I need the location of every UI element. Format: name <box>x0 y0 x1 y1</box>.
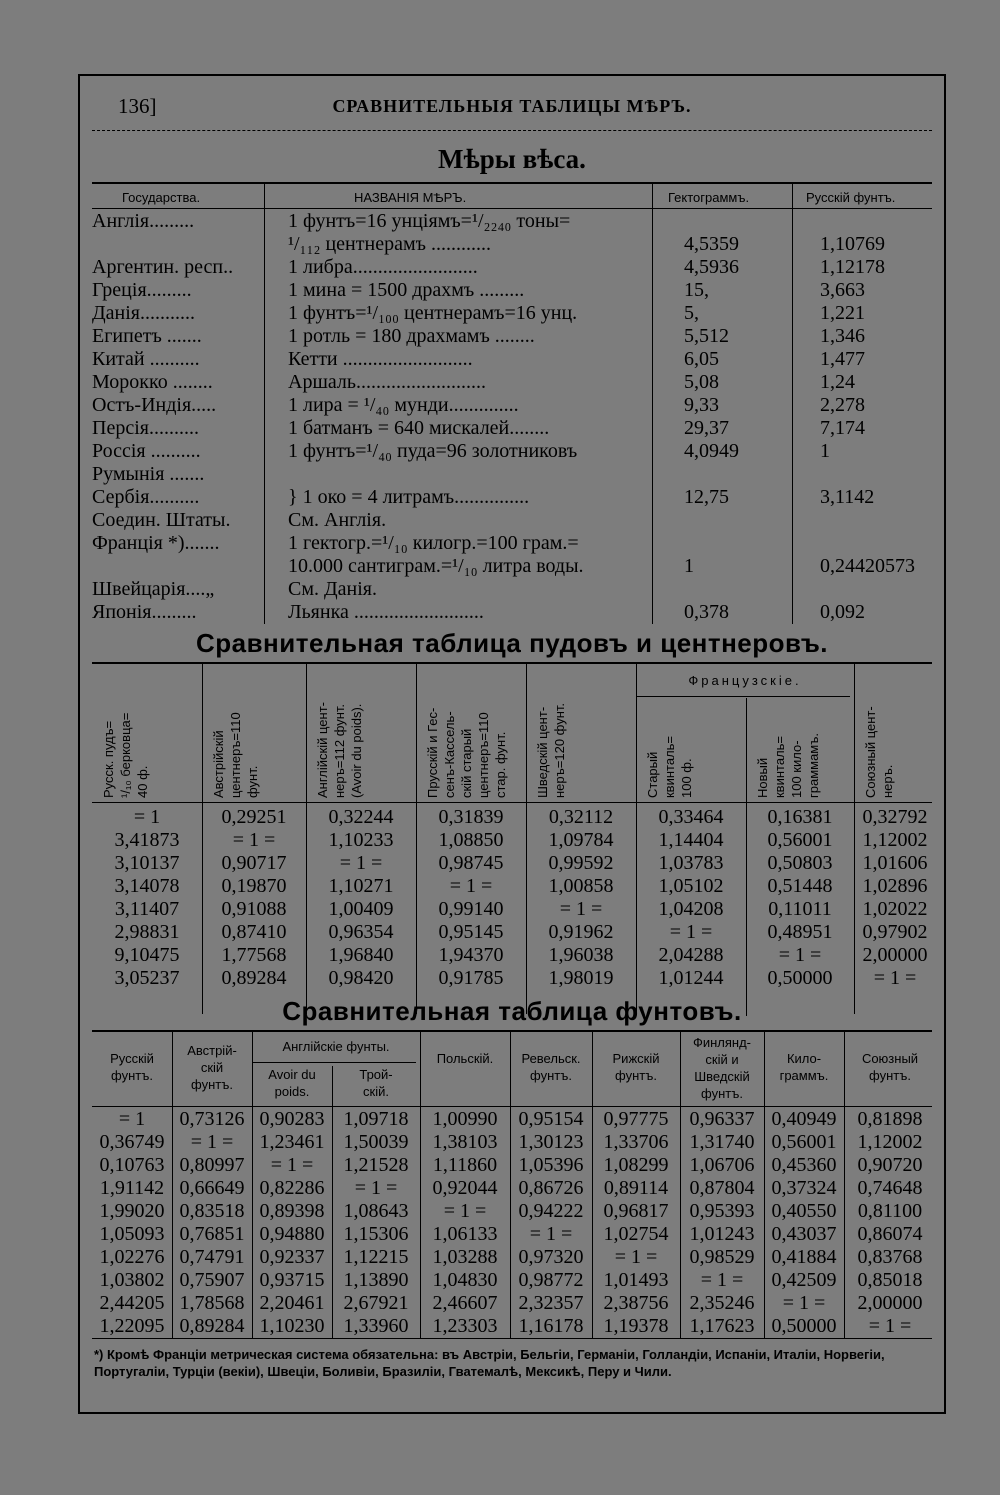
pounds-cell: 0,97775 <box>603 1108 669 1130</box>
pounds-cell: 0,98529 <box>689 1246 755 1268</box>
pounds-cell: 1,00990 <box>432 1108 498 1130</box>
pounds-cell: 0,82286 <box>259 1177 325 1199</box>
puds-cell: 3,14078 <box>114 875 180 897</box>
pounds-cell: 0,83768 <box>857 1246 923 1268</box>
country-cell: Соедин. Штаты. <box>92 509 231 531</box>
weights-row <box>92 555 932 578</box>
puds-cell: 1,94370 <box>438 944 504 966</box>
puds-col-header: Англійскій цент- неръ=112 фунт. (Avoir du poids). <box>315 702 364 798</box>
russian-pound-cell: 1,12178 <box>820 256 885 278</box>
pounds-cell: 1,78568 <box>179 1292 245 1314</box>
russian-pound-cell: 1,346 <box>820 325 865 347</box>
pounds-cell: 0,85018 <box>857 1269 923 1291</box>
puds-cell: 0,32112 <box>548 806 614 828</box>
pounds-cell: 1,31740 <box>689 1131 755 1153</box>
pounds-cell: 0,80997 <box>179 1154 245 1176</box>
measure-cell: 1 батманъ = 640 мискалей........ <box>288 417 550 439</box>
pounds-cell: = 1 = <box>270 1154 314 1176</box>
pounds-cell: 0,81100 <box>857 1200 923 1222</box>
pounds-cell: 0,37324 <box>771 1177 837 1199</box>
weights-row <box>92 210 932 233</box>
pounds-cell: 1,01243 <box>689 1223 755 1245</box>
puds-cell: 0,90717 <box>221 852 287 874</box>
pounds-cell: 0,41884 <box>771 1246 837 1268</box>
puds-col-header: Прусскій и Гес- сенъ-Кассель- скій старый центнеръ=110 стар. фунт. <box>425 707 508 798</box>
pounds-cell: 0,83518 <box>179 1200 245 1222</box>
puds-cell: 0,95145 <box>438 921 504 943</box>
pounds-cell: 0,40550 <box>771 1200 837 1222</box>
puds-cell: = 1 = <box>232 829 276 851</box>
country-cell: Англія......... <box>92 210 195 232</box>
country-cell: Персія.......... <box>92 417 199 439</box>
hectogram-cell: 4,5359 <box>684 233 739 255</box>
puds-cell: 0,96354 <box>328 921 394 943</box>
puds-cell: 0,19870 <box>221 875 287 897</box>
pounds-cell: 1,02754 <box>603 1223 669 1245</box>
pounds-cell: 1,01493 <box>603 1269 669 1291</box>
hectogram-cell: 5, <box>684 302 699 324</box>
puds-cell: 0,51448 <box>767 875 833 897</box>
country-cell: Китай .......... <box>92 348 200 370</box>
puds-col-header: Русск. пудъ= ¹/₁₀ берковца= 40 ф. <box>101 712 150 798</box>
puds-cell: 1,10271 <box>328 875 394 897</box>
measure-cell: См. Англія. <box>288 509 387 531</box>
hectogram-cell: 12,75 <box>684 486 729 508</box>
measure-cell: Аршаль.......................... <box>288 371 486 393</box>
pounds-cell: 0,93715 <box>259 1269 325 1291</box>
pounds-cell: 1,08643 <box>343 1200 409 1222</box>
puds-cell: 1,98019 <box>548 967 614 989</box>
puds-cell: 1,77568 <box>221 944 287 966</box>
weights-row <box>92 578 932 601</box>
weights-row <box>92 509 932 532</box>
footnote: *) Кромѣ Франціи метрическая система обязательна: въ Австріи, Бельгіи, Германіи, Голландіи, Испаніи, Италіи, Норвегіи, Португаліи, Турціи (векіи), Швеціи, Боливіи, Бразиліи, Гватемалѣ, Мексикѣ, Перу и Чили. <box>94 1347 885 1379</box>
pounds-col-header: Кило- граммъ. <box>779 1051 829 1083</box>
pounds-cell: 1,02276 <box>99 1246 165 1268</box>
puds-cell: 0,98745 <box>438 852 504 874</box>
puds-cell: 0,32792 <box>862 806 928 828</box>
puds-header-rule <box>92 802 932 803</box>
puds-cell: 1,03783 <box>658 852 724 874</box>
russian-pound-cell: 1,477 <box>820 348 865 370</box>
measure-cell: ¹/₁₁₂ центнерамъ ............ <box>288 233 491 255</box>
measure-cell: } 1 око = 4 литрамъ............... <box>288 486 530 508</box>
puds-cell: 0,91785 <box>438 967 504 989</box>
puds-cell: 1,96038 <box>548 944 614 966</box>
page-number: 136] <box>118 94 157 118</box>
puds-cell: 1,01606 <box>862 852 928 874</box>
country-cell: Египетъ ....... <box>92 325 202 347</box>
weights-row <box>92 394 932 417</box>
puds-cell: 9,10475 <box>114 944 180 966</box>
pounds-cell: 1,91142 <box>99 1177 165 1199</box>
puds-cell: 0,99592 <box>548 852 614 874</box>
puds-cell: 0,87410 <box>221 921 287 943</box>
puds-cell: 3,11407 <box>114 898 180 920</box>
pounds-cell: 1,03802 <box>99 1269 165 1291</box>
weights-row <box>92 256 932 279</box>
pounds-cell: 0,98772 <box>518 1269 584 1291</box>
pounds-cell: = 1 = <box>190 1131 234 1153</box>
measure-cell: Льянка .......................... <box>288 601 484 623</box>
puds-cell: 3,05237 <box>114 967 180 989</box>
puds-cell: 0,99140 <box>438 898 504 920</box>
english-group-rule <box>252 1062 416 1063</box>
hectogram-cell: 6,05 <box>684 348 719 370</box>
russian-pound-cell: 1,221 <box>820 302 865 324</box>
puds-col-header: Австрійскій центнеръ=110 фунт. <box>211 712 260 798</box>
pounds-col-header: Ревельск. фунтъ. <box>521 1051 581 1083</box>
weights-table-header <box>92 186 932 208</box>
puds-cell: 0,97902 <box>862 921 928 943</box>
measure-cell: 1 либра......................... <box>288 256 478 278</box>
pounds-cell: 0,56001 <box>771 1131 837 1153</box>
pounds-group-header-english: Англійскіе фунты. <box>282 1039 390 1054</box>
russian-pound-cell: 0,24420573 <box>820 555 915 577</box>
country-cell: Остъ-Индія..... <box>92 394 217 416</box>
pounds-header-rule <box>92 1106 932 1107</box>
pounds-cell: 1,06706 <box>689 1154 755 1176</box>
hectogram-cell: 4,0949 <box>684 440 739 462</box>
russian-pound-cell: 3,663 <box>820 279 865 301</box>
pounds-cell: 1,12215 <box>343 1246 409 1268</box>
pounds-cell: 1,17623 <box>689 1315 755 1337</box>
pounds-cell: 1,05396 <box>518 1154 584 1176</box>
measure-cell: 1 фунтъ=16 унціямъ=¹/₂₂₄₀ тоны= <box>288 210 571 232</box>
weights-header-rule <box>92 208 932 209</box>
pounds-cell: 0,45360 <box>771 1154 837 1176</box>
measure-cell: 1 лира = ¹/₄₀ мунди.............. <box>288 394 519 416</box>
pounds-col-header: Avoir du poids. <box>268 1067 316 1099</box>
pounds-cell: 0,94222 <box>518 1200 584 1222</box>
hectogram-cell: 29,37 <box>684 417 729 439</box>
country-cell: Франція *)....... <box>92 532 220 554</box>
pounds-cell: 0,87804 <box>689 1177 755 1199</box>
weights-row <box>92 233 932 256</box>
hectogram-cell: 0,378 <box>684 601 729 623</box>
pounds-col-header: Союзный фунтъ. <box>861 1051 919 1083</box>
puds-cell: 1,12002 <box>862 829 928 851</box>
pounds-cell: 0,96337 <box>689 1108 755 1130</box>
puds-cell: 1,01244 <box>658 967 724 989</box>
pounds-cell: 0,43037 <box>771 1223 837 1245</box>
puds-cell: 0,50803 <box>767 852 833 874</box>
weights-row <box>92 325 932 348</box>
weights-row <box>92 486 932 509</box>
pounds-cell: 1,30123 <box>518 1131 584 1153</box>
puds-cell: = 1 = <box>339 852 383 874</box>
pounds-cell: = 1 = <box>614 1246 658 1268</box>
hectogram-cell: 15, <box>684 279 709 301</box>
pounds-cell: 0,95154 <box>518 1108 584 1130</box>
weights-row <box>92 371 932 394</box>
pounds-cell: 1,33960 <box>343 1315 409 1337</box>
pounds-cell: 1,16178 <box>518 1315 584 1337</box>
puds-cell: 3,10137 <box>114 852 180 874</box>
puds-cell: = 1 <box>133 806 161 828</box>
pounds-cell: = 1 = <box>782 1292 826 1314</box>
puds-cell: = 1 = <box>559 898 603 920</box>
pounds-col-header: Рижскій фунтъ. <box>612 1051 660 1083</box>
country-cell: Сербія.......... <box>92 486 200 508</box>
pounds-cell: 0,74791 <box>179 1246 245 1268</box>
pounds-cell: 0,89398 <box>259 1200 325 1222</box>
pounds-cell: 1,99020 <box>99 1200 165 1222</box>
puds-cell: 1,02022 <box>862 898 928 920</box>
french-group-rule <box>636 696 850 697</box>
puds-cell: 0,91088 <box>221 898 287 920</box>
puds-cell: 2,00000 <box>862 944 928 966</box>
col-header-measure-names: НАЗВАНІЯ МѢРЪ. <box>354 190 467 205</box>
puds-col-header: Шведскій цент- неръ=120 фунт. <box>535 702 567 798</box>
country-cell: Морокко ........ <box>92 371 213 393</box>
puds-cell: 0,33464 <box>658 806 724 828</box>
pounds-cell: = 1 = <box>354 1177 398 1199</box>
measure-cell: См. Данія. <box>288 578 377 600</box>
puds-cell: 0,48951 <box>767 921 833 943</box>
puds-cell: 1,08850 <box>438 829 504 851</box>
country-cell: Данія........... <box>92 302 195 324</box>
pounds-cell: 2,35246 <box>689 1292 755 1314</box>
puds-cell: 1,14404 <box>658 829 724 851</box>
hectogram-cell: 5,08 <box>684 371 719 393</box>
pounds-cell: 1,13890 <box>343 1269 409 1291</box>
pounds-cell: 0,73126 <box>179 1108 245 1130</box>
pounds-cell: = 1 = <box>529 1223 573 1245</box>
hectogram-cell: 5,512 <box>684 325 729 347</box>
pounds-cell: 0,86074 <box>857 1223 923 1245</box>
puds-cell: 0,98420 <box>328 967 394 989</box>
pounds-cell: 2,44205 <box>99 1292 165 1314</box>
pounds-cell: 2,46607 <box>432 1292 498 1314</box>
pounds-cell: 0,40949 <box>771 1108 837 1130</box>
puds-cell: = 1 = <box>449 875 493 897</box>
pounds-cell: 1,10230 <box>259 1315 325 1337</box>
col-header-russian-pound: Русскій фунтъ. <box>806 190 896 205</box>
puds-cell: = 1 = <box>778 944 822 966</box>
puds-cell: 2,04288 <box>658 944 724 966</box>
pounds-cell: 0,74648 <box>857 1177 923 1199</box>
pounds-cell: 0,10763 <box>99 1154 165 1176</box>
document-page <box>78 74 946 1414</box>
col-header-hectograms: Гектограммъ. <box>668 190 750 205</box>
measure-cell: 1 мина = 1500 драхмъ ......... <box>288 279 525 301</box>
pounds-cell: 0,90720 <box>857 1154 923 1176</box>
pounds-cell: 1,38103 <box>432 1131 498 1153</box>
russian-pound-cell: 1,24 <box>820 371 855 393</box>
country-cell: Швейцарія....„ <box>92 578 215 600</box>
pounds-col-header: Польскій. <box>436 1051 494 1066</box>
country-cell: Аргентин. респ.. <box>92 256 234 278</box>
pounds-cell: 0,92337 <box>259 1246 325 1268</box>
pounds-cell: 0,94880 <box>259 1223 325 1245</box>
hectogram-cell: 9,33 <box>684 394 719 416</box>
puds-cell: 0,31839 <box>438 806 504 828</box>
puds-col-header: Новый квинталь= 100 кило- граммамъ. <box>755 733 821 798</box>
puds-col-header: Старый квинталь= 100 ф. <box>645 735 694 798</box>
pounds-cell: 1,19378 <box>603 1315 669 1337</box>
weights-table-top-rule <box>92 182 932 184</box>
puds-cell: 0,56001 <box>767 829 833 851</box>
pounds-cell: 2,38756 <box>603 1292 669 1314</box>
weights-row <box>92 440 932 463</box>
pounds-cell: = 1 = <box>868 1315 912 1337</box>
pounds-cell: 0,97320 <box>518 1246 584 1268</box>
pounds-cell: 0,95393 <box>689 1200 755 1222</box>
pounds-cell: 2,67921 <box>343 1292 409 1314</box>
pounds-cell: 1,23461 <box>259 1131 325 1153</box>
pounds-cell: 2,32357 <box>518 1292 584 1314</box>
puds-cell: 1,09784 <box>548 829 614 851</box>
weights-row <box>92 348 932 371</box>
pounds-cell: 1,15306 <box>343 1223 409 1245</box>
country-cell: Россія .......... <box>92 440 201 462</box>
russian-pound-cell: 1,10769 <box>820 233 885 255</box>
pounds-cell: 1,06133 <box>432 1223 498 1245</box>
puds-cell: 2,98831 <box>114 921 180 943</box>
page-header <box>80 94 944 124</box>
pounds-cell: 1,33706 <box>603 1131 669 1153</box>
measure-cell: 10.000 сантиграм.=¹/₁₀ литра воды. <box>288 555 584 577</box>
pounds-table-title: Сравнительная таблица фунтовъ. <box>282 996 742 1026</box>
puds-cell: 0,29251 <box>221 806 287 828</box>
hectogram-cell: 1 <box>684 555 694 577</box>
pounds-table-top-rule <box>92 1030 932 1032</box>
russian-pound-cell: 7,174 <box>820 417 865 439</box>
pounds-cell: 1,11860 <box>432 1154 498 1176</box>
pounds-cell: 0,89284 <box>179 1315 245 1337</box>
pounds-cell: 0,66649 <box>179 1177 245 1199</box>
pounds-cell: 0,86726 <box>518 1177 584 1199</box>
country-cell: Греція......... <box>92 279 192 301</box>
weights-row <box>92 463 932 486</box>
puds-cell: 0,32244 <box>328 806 394 828</box>
pounds-cell: 0,42509 <box>771 1269 837 1291</box>
puds-group-header-french: Французскіе. <box>688 673 802 688</box>
measure-cell: Кетти .......................... <box>288 348 473 370</box>
russian-pound-cell: 1 <box>820 440 830 462</box>
pounds-cell: 1,22095 <box>99 1315 165 1337</box>
country-cell: Румынія ....... <box>92 463 205 485</box>
puds-table-top-rule <box>92 662 932 664</box>
pounds-bottom-rule <box>92 1338 932 1339</box>
puds-cell: = 1 = <box>873 967 917 989</box>
pounds-cell: 1,12002 <box>857 1131 923 1153</box>
pounds-cell: 1,03288 <box>432 1246 498 1268</box>
header-divider <box>92 124 932 131</box>
puds-col-header: Союзный цент- неръ. <box>863 706 895 798</box>
pounds-cell: 0,76851 <box>179 1223 245 1245</box>
pounds-cell: 1,05093 <box>99 1223 165 1245</box>
weights-row <box>92 417 932 440</box>
pounds-cell: 1,21528 <box>343 1154 409 1176</box>
pounds-cell: 0,75907 <box>179 1269 245 1291</box>
pounds-cell: = 1 = <box>443 1200 487 1222</box>
weights-row <box>92 532 932 555</box>
measure-cell: 1 гектогр.=¹/₁₀ килогр.=100 грам.= <box>288 532 579 554</box>
puds-cell: 0,91962 <box>548 921 614 943</box>
pounds-cell: 0,81898 <box>857 1108 923 1130</box>
pounds-cell: 0,89114 <box>603 1177 669 1199</box>
puds-cell: 1,00858 <box>548 875 614 897</box>
russian-pound-cell: 3,1142 <box>820 486 875 508</box>
puds-cell: 0,50000 <box>767 967 833 989</box>
measure-cell: 1 ротль = 180 драхмамъ ........ <box>288 325 535 347</box>
pounds-cell: 2,20461 <box>259 1292 325 1314</box>
col-header-countries: Государства. <box>122 190 201 205</box>
puds-cell: 1,05102 <box>658 875 724 897</box>
puds-cell: 1,04208 <box>658 898 724 920</box>
weights-row <box>92 302 932 325</box>
pounds-col-header: Русскій фунтъ. <box>110 1051 154 1083</box>
running-title: СРАВНИТЕЛЬНЫЯ ТАБЛИЦЫ МѢРЪ. <box>332 96 692 116</box>
pounds-col-header: Австрій- скій фунтъ. <box>187 1043 237 1092</box>
pounds-cell: 1,50039 <box>343 1131 409 1153</box>
hectogram-cell: 4,5936 <box>684 256 739 278</box>
pounds-cell: = 1 <box>118 1108 146 1130</box>
weights-row <box>92 279 932 302</box>
puds-cell: 1,00409 <box>328 898 394 920</box>
puds-cell: 1,96840 <box>328 944 394 966</box>
puds-cell: 0,89284 <box>221 967 287 989</box>
pounds-col-header: Финлянд- скій и Шведскій фунтъ. <box>692 1035 752 1101</box>
puds-cell: 0,11011 <box>768 898 832 920</box>
measure-cell: 1 фунтъ=¹/₁₀₀ центнерамъ=16 унц. <box>288 302 578 324</box>
pounds-cell: 1,08299 <box>603 1154 669 1176</box>
russian-pound-cell: 2,278 <box>820 394 865 416</box>
pounds-cell: 2,00000 <box>857 1292 923 1314</box>
puds-cell: 1,10233 <box>328 829 394 851</box>
pounds-cell: 0,96817 <box>603 1200 669 1222</box>
measure-cell: 1 фунтъ=¹/₄₀ пуда=96 золотниковъ <box>288 440 578 462</box>
pounds-cell: 0,50000 <box>771 1315 837 1337</box>
puds-cell: 0,16381 <box>767 806 833 828</box>
pounds-col-header: Трой- скій. <box>359 1067 393 1099</box>
weights-table-title: Мѣры вѣса. <box>438 144 586 174</box>
russian-pound-cell: 0,092 <box>820 601 865 623</box>
pounds-cell: = 1 = <box>700 1269 744 1291</box>
puds-cell: 1,02896 <box>862 875 928 897</box>
pounds-cell: 1,04830 <box>432 1269 498 1291</box>
puds-cell: 3,41873 <box>114 829 180 851</box>
puds-table-title: Сравнительная таблица пудовъ и центнеровъ. <box>195 628 829 658</box>
pounds-cell: 1,09718 <box>343 1108 409 1130</box>
pounds-cell: 0,36749 <box>99 1131 165 1153</box>
pounds-cell: 0,90283 <box>259 1108 325 1130</box>
pounds-cell: 0,92044 <box>432 1177 498 1199</box>
country-cell: Японія......... <box>92 601 197 623</box>
pounds-cell: 1,23303 <box>432 1315 498 1337</box>
puds-cell: = 1 = <box>669 921 713 943</box>
weights-row <box>92 601 932 624</box>
